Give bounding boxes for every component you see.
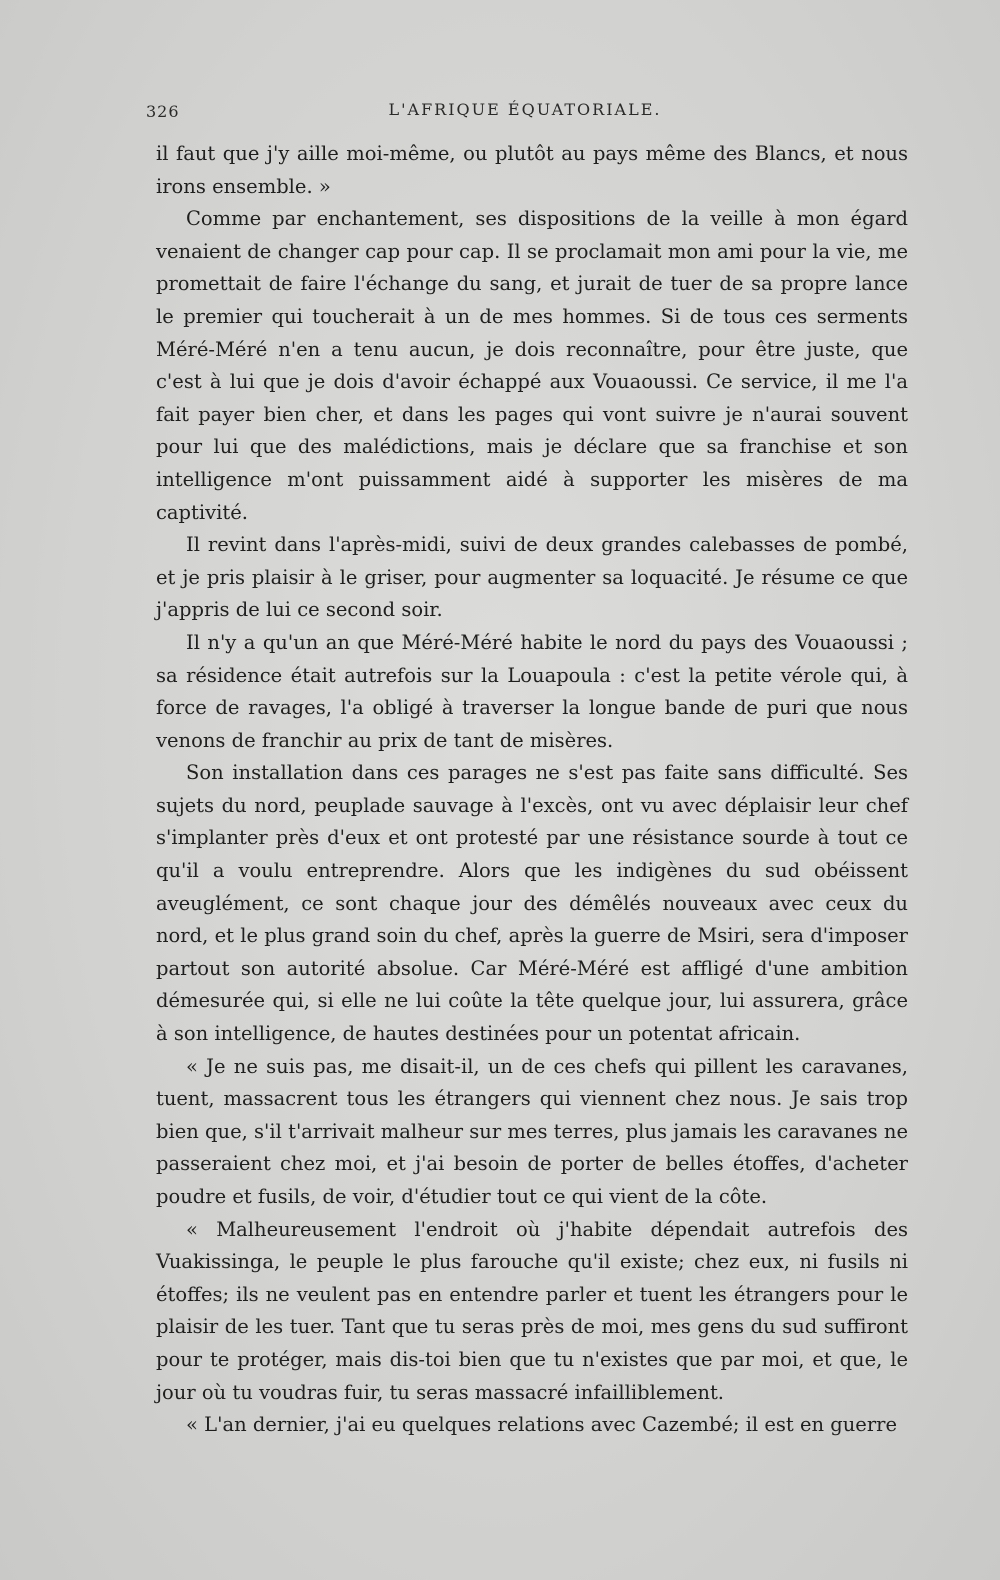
page-number: 326 — [146, 102, 180, 121]
paragraph: Son installation dans ces parages ne s'est pas faite sans difficulté. Ses sujets du nord, peuplade sauvage à l'excès, ont vu avec déplaisir leur chef s'implanter près d'eux et ont protesté par une résistance sourde à tout ce qu'il a voulu entreprendre. Alors que les indigènes du sud obéissent aveuglément, ce sont chaque jour des démêlés nouveaux avec ceux du nord, et le plus grand soin du chef, après la guerre de Msiri, sera d'imposer partout son autorité absolue. Car Méré-Méré est affligé d'une ambition démesurée qui, si elle ne lui coûte la tête quelque jour, lui assurera, grâce à son intelligence, de hautes destinées pour un potentat africain. — [156, 761, 908, 1046]
paragraph: « Je ne suis pas, me disait-il, un de ces chefs qui pillent les caravanes, tuent, massacrent tous les étrangers qui viennent chez nous. Je sais trop bien que, s'il t'arrivait malheur sur mes terres, plus jamais les caravanes ne passeraient chez moi, et j'ai besoin de porter de belles étoffes, d'acheter poudre et fusils, de voir, d'étudier tout ce qui vient de la côte. — [156, 1054, 908, 1208]
paragraph: Il revint dans l'après-midi, suivi de deux grandes calebasses de pombé, et je pris plaisir à le griser, pour augmenter sa loquacité. Je résume ce que j'appris de lui ce second soir. — [156, 533, 908, 622]
paragraph: Comme par enchantement, ses dispositions de la veille à mon égard venaient de changer cap pour cap. Il se proclamait mon ami pour la vie, me promettait de faire l'échange du sang, et jurait de tuer de sa propre lance le premier qui toucherait à un de mes hommes. Si de tous ces serments Méré-Méré n'en a tenu aucun, je dois reconnaître, pour être juste, que c'est à lui que je dois d'avoir échappé aux Vouaoussi. Ce service, il me l'a fait payer bien cher, et dans les pages qui vont suivre je n'aurai souvent pour lui que des malédictions, mais je déclare que sa franchise et son intelligence m'ont puissamment aidé à supporter les misères de ma captivité. — [156, 207, 908, 524]
paragraph: Il n'y a qu'un an que Méré-Méré habite le nord du pays des Vouaoussi ; sa résidence était autrefois sur la Louapoula : c'est la petite vérole qui, à force de ravages, l'a obligé à traverser la longue bande de puri que nous venons de franchir au prix de tant de misères. — [156, 630, 908, 752]
paragraph: il faut que j'y aille moi-même, ou plutôt au pays même des Blancs, et nous irons ensemble. » — [156, 142, 908, 198]
body-text — [156, 138, 908, 1442]
paragraph: « Malheureusement l'endroit où j'habite dépendait autrefois des Vuakissinga, le peuple le plus farouche qu'il existe; chez eux, ni fusils ni étoffes; ils ne veulent pas en entendre parler et tuent les étrangers pour le plaisir de les tuer. Tant que tu seras près de moi, mes gens du sud suffiront pour te protéger, mais dis-toi bien que tu n'existes que par moi, et que, le jour où tu voudras fuir, tu seras massacré infailliblement. — [156, 1217, 908, 1404]
paragraph: « L'an dernier, j'ai eu quelques relations avec Cazembé; il est en guerre — [186, 1413, 898, 1437]
running-title: L'AFRIQUE ÉQUATORIALE. — [388, 100, 662, 119]
page-header — [146, 100, 904, 126]
